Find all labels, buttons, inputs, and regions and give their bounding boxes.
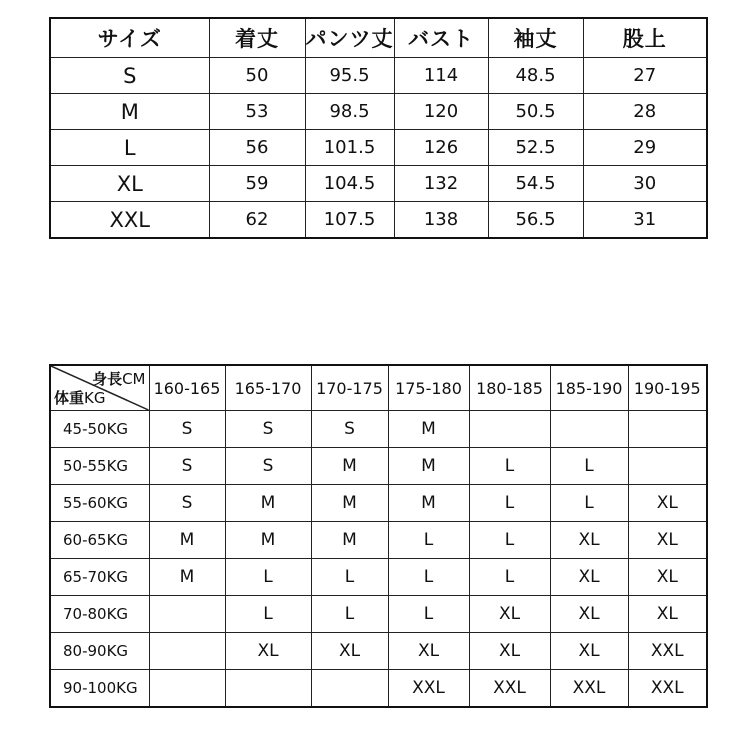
- recommended-size-cell: XL: [550, 596, 628, 633]
- recommended-size-cell: L: [469, 559, 550, 596]
- recommended-size-cell: L: [311, 559, 388, 596]
- size-label-cell: XL: [50, 166, 209, 202]
- weight-range-cell: 45-50KG: [50, 411, 149, 448]
- recommended-size-cell: L: [550, 485, 628, 522]
- recommended-size-cell: M: [388, 448, 469, 485]
- height-range-header-cell: 185-190: [550, 365, 628, 411]
- weight-range-cell: 50-55KG: [50, 448, 149, 485]
- size-value-cell: 62: [209, 202, 305, 239]
- size-fit-guide-table: [49, 364, 708, 708]
- fit-table-row: [50, 633, 707, 670]
- size-value-cell: 126: [394, 130, 488, 166]
- corner-weight-text: 体重: [54, 389, 85, 407]
- recommended-size-cell: L: [388, 559, 469, 596]
- size-table-header-cell: 着丈: [209, 18, 305, 58]
- recommended-size-cell: S: [225, 411, 311, 448]
- recommended-size-cell: XL: [469, 596, 550, 633]
- recommended-size-cell: S: [149, 485, 225, 522]
- size-label-cell: L: [50, 130, 209, 166]
- size-value-cell: 50: [209, 58, 305, 94]
- size-table-row: [50, 58, 707, 94]
- recommended-size-cell: XL: [388, 633, 469, 670]
- recommended-size-cell: S: [311, 411, 388, 448]
- recommended-size-cell: XL: [550, 559, 628, 596]
- recommended-size-cell: L: [225, 559, 311, 596]
- weight-range-cell: 70-80KG: [50, 596, 149, 633]
- fit-table-row: [50, 522, 707, 559]
- recommended-size-cell: S: [149, 448, 225, 485]
- recommended-size-cell: XL: [469, 633, 550, 670]
- recommended-size-cell: M: [149, 559, 225, 596]
- recommended-size-cell: L: [311, 596, 388, 633]
- recommended-size-cell: M: [225, 485, 311, 522]
- recommended-size-cell: XL: [225, 633, 311, 670]
- recommended-size-cell: M: [225, 522, 311, 559]
- recommended-size-cell: XL: [628, 596, 707, 633]
- size-value-cell: 28: [583, 94, 707, 130]
- size-value-cell: 114: [394, 58, 488, 94]
- recommended-size-cell: M: [149, 522, 225, 559]
- size-table-body: [50, 58, 707, 239]
- size-value-cell: 29: [583, 130, 707, 166]
- recommended-size-cell: [311, 670, 388, 708]
- height-range-header-cell: 160-165: [149, 365, 225, 411]
- recommended-size-cell: XL: [628, 559, 707, 596]
- size-value-cell: 98.5: [305, 94, 394, 130]
- size-table-header-cell: パンツ丈: [305, 18, 394, 58]
- size-value-cell: 31: [583, 202, 707, 239]
- recommended-size-cell: XXL: [628, 633, 707, 670]
- weight-range-cell: 65-70KG: [50, 559, 149, 596]
- size-value-cell: 104.5: [305, 166, 394, 202]
- recommended-size-cell: [149, 670, 225, 708]
- size-value-cell: 138: [394, 202, 488, 239]
- recommended-size-cell: XL: [311, 633, 388, 670]
- recommended-size-cell: L: [225, 596, 311, 633]
- recommended-size-cell: M: [311, 522, 388, 559]
- recommended-size-cell: XL: [628, 522, 707, 559]
- recommended-size-cell: [469, 411, 550, 448]
- recommended-size-cell: L: [469, 485, 550, 522]
- size-table-header-cell: バスト: [394, 18, 488, 58]
- recommended-size-cell: [628, 448, 707, 485]
- fit-table-corner-cell: [50, 365, 149, 411]
- fit-table-row: [50, 596, 707, 633]
- recommended-size-cell: L: [469, 448, 550, 485]
- size-value-cell: 53: [209, 94, 305, 130]
- height-range-header-cell: 170-175: [311, 365, 388, 411]
- height-range-header-cell: 180-185: [469, 365, 550, 411]
- size-value-cell: 132: [394, 166, 488, 202]
- size-table-row: [50, 130, 707, 166]
- size-value-cell: 56: [209, 130, 305, 166]
- recommended-size-cell: M: [388, 485, 469, 522]
- size-value-cell: 48.5: [488, 58, 583, 94]
- size-value-cell: 59: [209, 166, 305, 202]
- size-value-cell: 54.5: [488, 166, 583, 202]
- fit-table-body: [50, 411, 707, 708]
- size-table-row: [50, 202, 707, 239]
- fit-table-header-row: [50, 365, 707, 411]
- fit-table-row: [50, 670, 707, 708]
- corner-height-unit: CM: [122, 370, 146, 388]
- weight-range-cell: 60-65KG: [50, 522, 149, 559]
- size-table-header-cell: サイズ: [50, 18, 209, 58]
- recommended-size-cell: L: [550, 448, 628, 485]
- fit-table-row: [50, 559, 707, 596]
- recommended-size-cell: [225, 670, 311, 708]
- size-value-cell: 50.5: [488, 94, 583, 130]
- recommended-size-cell: [149, 633, 225, 670]
- recommended-size-cell: M: [388, 411, 469, 448]
- corner-weight-label: [54, 387, 105, 408]
- size-table-row: [50, 166, 707, 202]
- weight-range-cell: 55-60KG: [50, 485, 149, 522]
- recommended-size-cell: [550, 411, 628, 448]
- fit-table-row: [50, 411, 707, 448]
- size-label-cell: XXL: [50, 202, 209, 239]
- recommended-size-cell: M: [311, 485, 388, 522]
- size-table-header-row: [50, 18, 707, 58]
- size-label-cell: M: [50, 94, 209, 130]
- size-table-header-cell: 袖丈: [488, 18, 583, 58]
- recommended-size-cell: XXL: [388, 670, 469, 708]
- recommended-size-cell: [628, 411, 707, 448]
- size-value-cell: 101.5: [305, 130, 394, 166]
- height-range-header-cell: 175-180: [388, 365, 469, 411]
- recommended-size-cell: XXL: [469, 670, 550, 708]
- recommended-size-cell: XL: [550, 633, 628, 670]
- corner-height-label: [92, 368, 145, 389]
- size-value-cell: 30: [583, 166, 707, 202]
- recommended-size-cell: S: [149, 411, 225, 448]
- fit-table-row: [50, 448, 707, 485]
- weight-range-cell: 80-90KG: [50, 633, 149, 670]
- size-value-cell: 52.5: [488, 130, 583, 166]
- corner-height-text: 身長: [92, 370, 123, 388]
- size-label-cell: S: [50, 58, 209, 94]
- size-value-cell: 27: [583, 58, 707, 94]
- size-value-cell: 107.5: [305, 202, 394, 239]
- size-measurement-table: [49, 17, 708, 239]
- recommended-size-cell: XXL: [628, 670, 707, 708]
- size-value-cell: 56.5: [488, 202, 583, 239]
- weight-range-cell: 90-100KG: [50, 670, 149, 708]
- size-table-row: [50, 94, 707, 130]
- recommended-size-cell: XL: [550, 522, 628, 559]
- height-range-header-cell: 190-195: [628, 365, 707, 411]
- corner-weight-unit: KG: [84, 389, 106, 407]
- recommended-size-cell: XXL: [550, 670, 628, 708]
- size-value-cell: 95.5: [305, 58, 394, 94]
- recommended-size-cell: S: [225, 448, 311, 485]
- size-table-header-cell: 股上: [583, 18, 707, 58]
- recommended-size-cell: L: [469, 522, 550, 559]
- height-range-header-cell: 165-170: [225, 365, 311, 411]
- recommended-size-cell: [149, 596, 225, 633]
- recommended-size-cell: L: [388, 596, 469, 633]
- recommended-size-cell: XL: [628, 485, 707, 522]
- recommended-size-cell: M: [311, 448, 388, 485]
- recommended-size-cell: L: [388, 522, 469, 559]
- fit-table-row: [50, 485, 707, 522]
- size-value-cell: 120: [394, 94, 488, 130]
